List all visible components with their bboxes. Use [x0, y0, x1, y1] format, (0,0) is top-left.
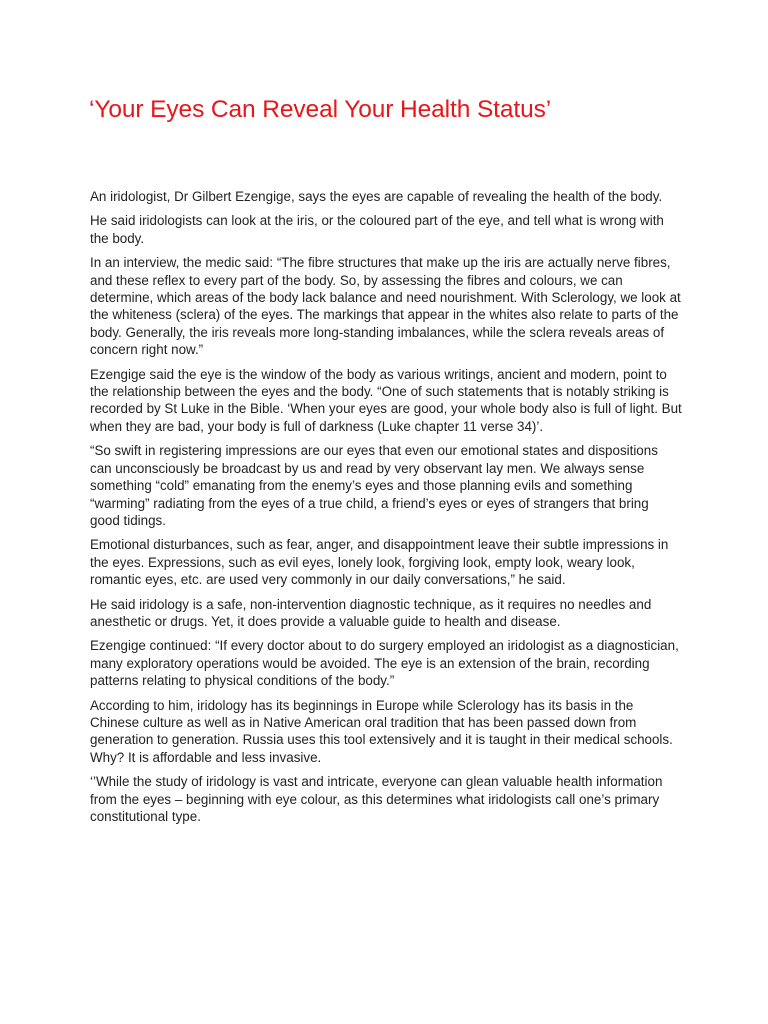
paragraph-2: He said iridologists can look at the iris, or the coloured part of the eye, and tell what is wrong with the body. [90, 213, 664, 246]
paragraph-9: According to him, iridology has its beginnings in Europe while Sclerology has its basis in the Chinese culture as well as in Native American oral tradition that has been passed down from generation to generation. Russia uses this tool extensively and it is taught in their medical schools. Why? It is affordable and less invasive. [90, 697, 673, 765]
article-title: ‘Your Eyes Can Reveal Your Health Status’ [89, 96, 552, 123]
paragraph-6: Emotional disturbances, such as fear, anger, and disappointment leave their subtle impressions in the eyes. Expressions, such as evil eyes, lonely look, forgiving look, empty look, weary look, romantic eyes, etc. are used very commonly in our daily conversations,” he said. [90, 537, 669, 588]
paragraph-8: Ezengige continued: “If every doctor about to do surgery employed an iridologist as a diagnostician, many exploratory operations would be avoided. The eye is an extension of the brain, recording patterns relating to physical conditions of the body.” [90, 638, 679, 689]
paragraph-3: In an interview, the medic said: “The fibre structures that make up the iris are actually nerve fibres, and these reflex to every part of the body. So, by assessing the fibres and colours, we can determine, which areas of the body lack balance and need nourishment. With Sclerology, we look at the whiteness (sclera) of the eyes. The markings that appear in the whites also relate to parts of the body. Generally, the iris reveals more long-standing imbalances, while the sclera reveals areas of concern right now.” [90, 255, 681, 358]
paragraph-5: “So swift in registering impressions are our eyes that even our emotional states and dispositions can unconsciously be broadcast by us and read by very observant lay men. We always sense something “cold” emanating from the enemy’s eyes and those planning evils and something “warming” radiating from the eyes of a true child, a friend’s eyes or eyes of strangers that bring good tidings. [90, 443, 658, 528]
paragraph-10: ‘’While the study of iridology is vast and intricate, everyone can glean valuable health information from the eyes – beginning with eye colour, as this determines what iridologists call one’s primary constitutional type. [90, 774, 663, 824]
paragraph-4: Ezengige said the eye is the window of the body as various writings, ancient and modern, point to the relationship between the eyes and the body. “One of such statements that is notably striking is recorded by St Luke in the Bible. ‘When your eyes are good, your whole body also is full of light. But when they are bad, your body is full of darkness (Luke chapter 11 verse 34)’. [90, 366, 682, 434]
paragraph-1: An iridologist, Dr Gilbert Ezengige, says the eyes are capable of revealing the health of the body. [90, 189, 663, 204]
article-body [90, 188, 682, 832]
paragraph-7: He said iridology is a safe, non-intervention diagnostic technique, as it requires no needles and anesthetic or drugs. Yet, it does provide a valuable guide to health and disease. [90, 596, 652, 629]
